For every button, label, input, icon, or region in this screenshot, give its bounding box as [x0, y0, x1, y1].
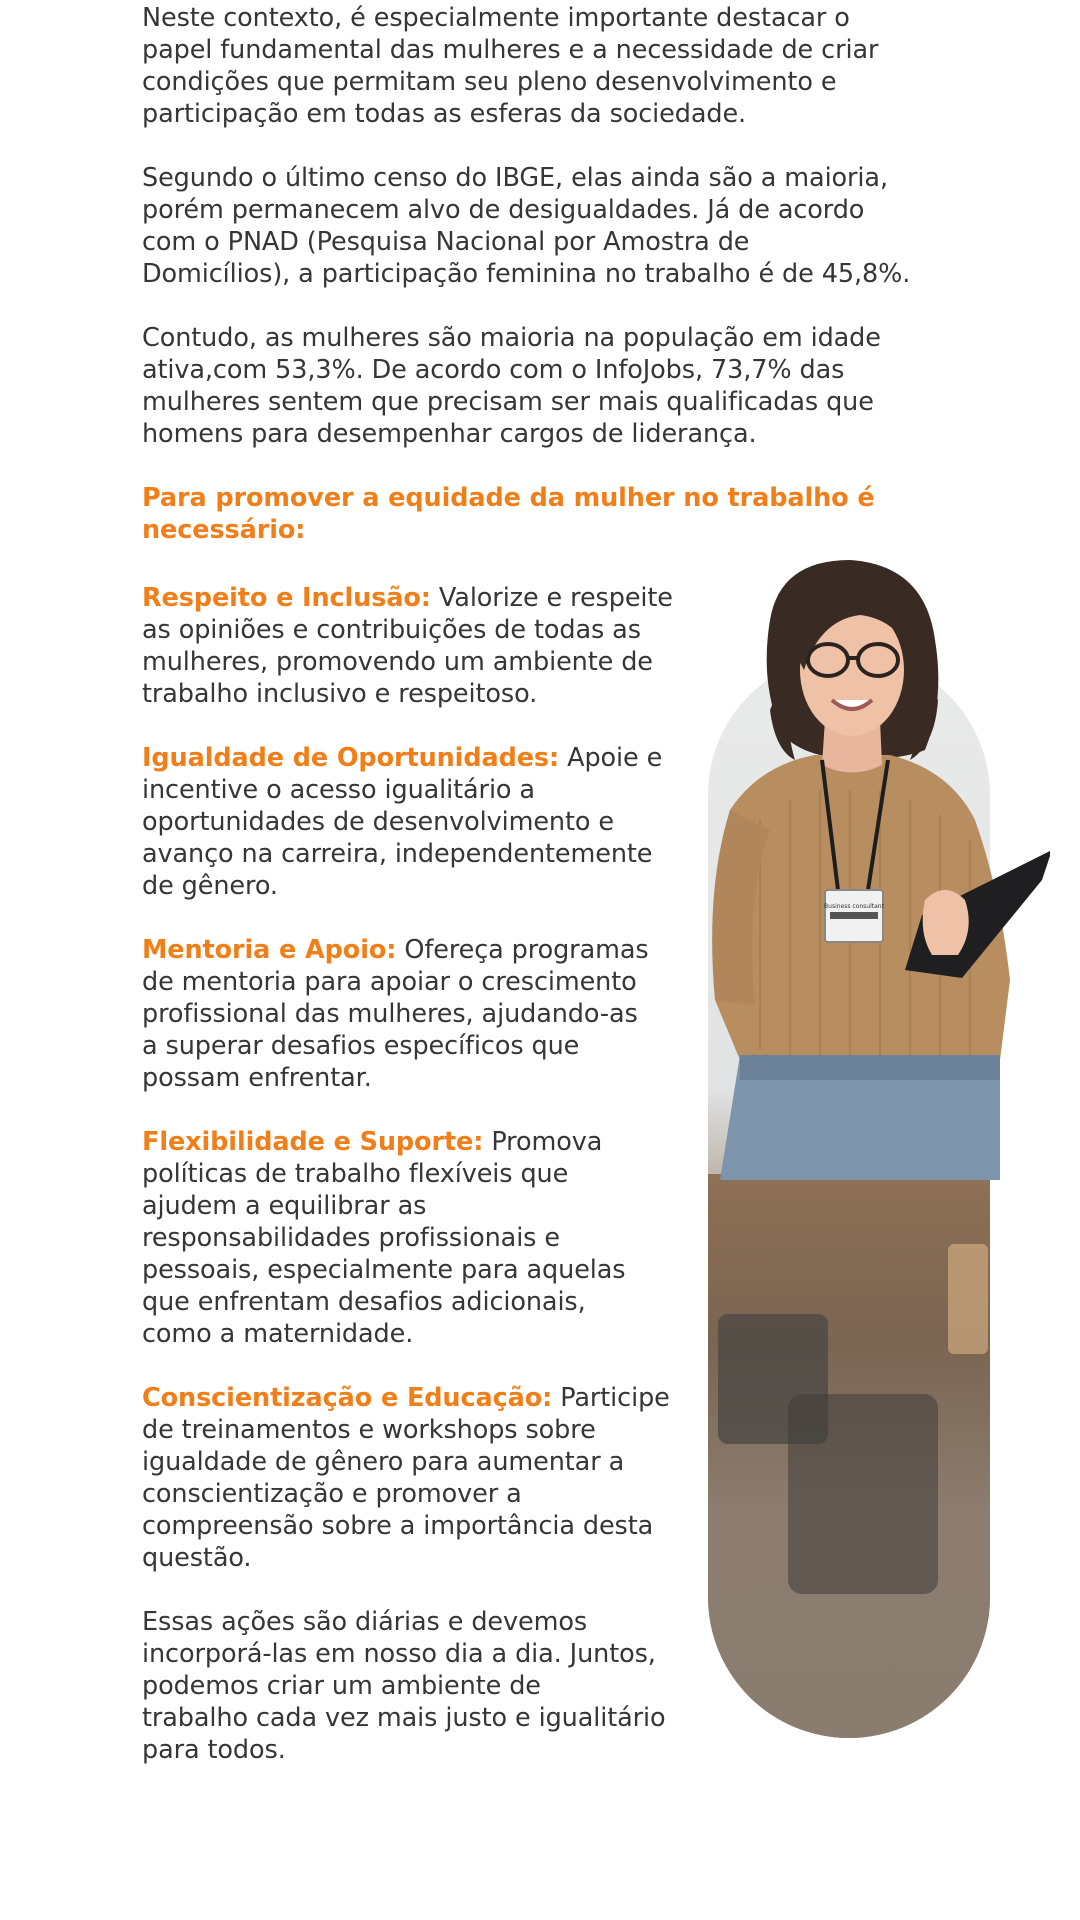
- item-title: Conscientização e Educação:: [142, 1383, 553, 1413]
- item-text: Ofereça programas de mentoria para apoiar o crescimento profissional das mulheres, ajudando-as a superar desafios específicos que possam enfrentar.: [142, 935, 649, 1093]
- closing-paragraph: Essas ações são diárias e devemos incorporá-las em nosso dia a dia. Juntos, podemos criar um ambiente de trabalho cada vez mais justo e igualitário para todos.: [142, 1607, 666, 1765]
- coffee-cup-image: [948, 1244, 988, 1354]
- item-title: Flexibilidade e Suporte:: [142, 1127, 484, 1157]
- item-text: Valorize e respeite as opiniões e contribuições de todas as mulheres, promovendo um ambiente de trabalho inclusivo e respeitoso.: [142, 583, 673, 709]
- item-title: Respeito e Inclusão:: [142, 583, 431, 613]
- intro-paragraph: Segundo o último censo do IBGE, elas ainda são a maioria, porém permanecem alvo de desigualdades. Já de acordo com o PNAD (Pesquisa Nacional por Amostra de Domicílios), a participação feminina no trabalho é de 45,8%.: [142, 163, 911, 289]
- basket-image: [788, 1394, 938, 1594]
- item-title: Mentoria e Apoio:: [142, 935, 397, 965]
- list-item: [142, 1126, 702, 1350]
- item-text: Promova políticas de trabalho flexíveis que ajudem a equilibrar as responsabilidades profissionais e pessoais, especialmente para aquelas que enfrentam desafios adicionais, como a maternidade.: [142, 1127, 626, 1349]
- woman-photo: [700, 560, 1050, 1180]
- list-item: [142, 742, 702, 902]
- list-item: [142, 934, 702, 1094]
- list-item: [142, 1382, 702, 1574]
- section-heading: Para promover a equidade da mulher no trabalho é necessário:: [142, 483, 875, 545]
- item-text: Participe de treinamentos e workshops sobre igualdade de gênero para aumentar a conscientização e promover a compreensão sobre a importância desta questão.: [142, 1383, 670, 1573]
- intro-paragraph: Contudo, as mulheres são maioria na população em idade ativa,com 53,3%. De acordo com o InfoJobs, 73,7% das mulheres sentem que precisam ser mais qualificadas que homens para desempenhar cargos de liderança.: [142, 323, 881, 449]
- item-title: Igualdade de Oportunidades:: [142, 743, 560, 773]
- recommendations-list: [142, 582, 702, 1766]
- list-item: [142, 582, 702, 710]
- intro-paragraph: Neste contexto, é especialmente importante destacar o papel fundamental das mulheres e a necessidade de criar condições que permitam seu pleno desenvolvimento e participação em todas as esferas da sociedade.: [142, 3, 879, 129]
- item-text: Apoie e incentive o acesso igualitário a oportunidades de desenvolvimento e avanço na carreira, independentemente de gênero.: [142, 743, 663, 901]
- badge-text: Business consultant: [824, 903, 884, 910]
- intro-section: [142, 0, 962, 578]
